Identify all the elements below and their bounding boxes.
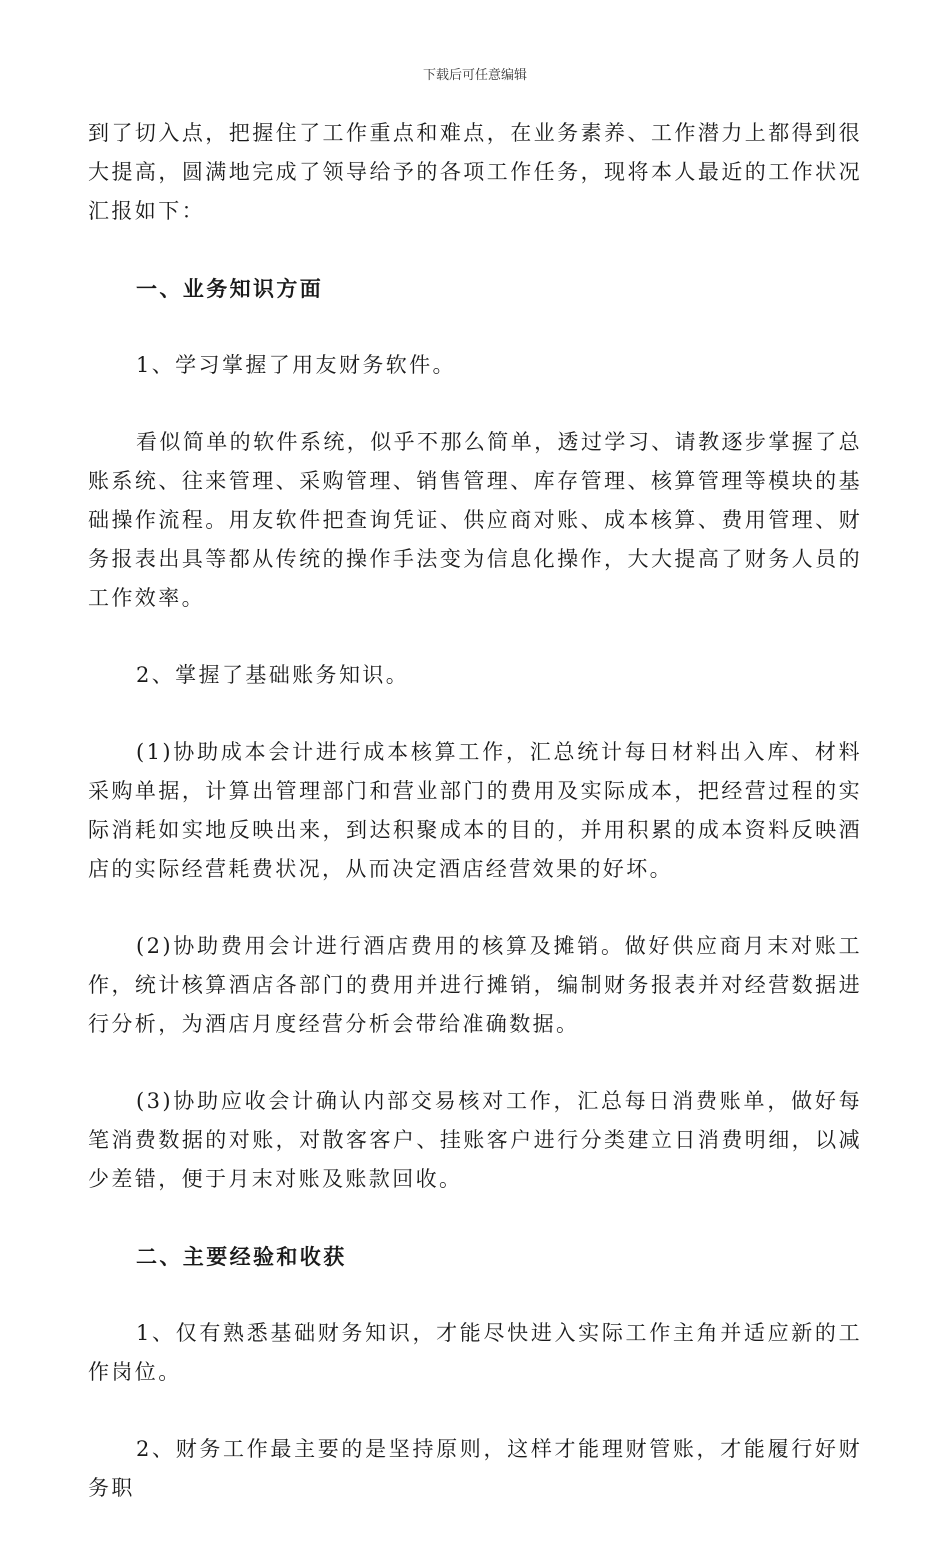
paragraph-experience-2: 2、财务工作最主要的是坚持原则，这样才能理财管账，才能履行好财务职 [88, 1437, 862, 1500]
section-heading-experience: 二、主要经验和收获 [136, 1244, 347, 1269]
document-body [88, 114, 862, 1546]
paragraph-receivables: (3)协助应收会计确认内部交易核对工作，汇总每日消费账单，做好每笔消费数据的对账，对散客客户、挂账客户进行分类建立日消费明细，以减少差错，便于月末对账及账款回收。 [88, 1089, 862, 1191]
paragraph-expense-accounting: (2)协助费用会计进行酒店费用的核算及摊销。做好供应商月末对账工作，统计核算酒店各部门的费用并进行摊销，编制财务报表并对经营数据进行分析，为酒店月度经营分析会带给准确数据。 [88, 934, 862, 1036]
page-header-note: 下载后可任意编辑 [422, 68, 527, 83]
paragraph-experience-1: 1、仅有熟悉基础财务知识，才能尽快进入实际工作主角并适应新的工作岗位。 [88, 1321, 862, 1384]
section-heading-business-knowledge: 一、业务知识方面 [136, 276, 324, 301]
paragraph-software: 看似简单的软件系统，似乎不那么简单，透过学习、请教逐步掌握了总账系统、往来管理、采购管理、销售管理、库存管理、核算管理等模块的基础操作流程。用友软件把查询凭证、供应商对账、成本核算、费用管理、财务报表出具等都从传统的操作手法变为信息化操作，大大提高了财务人员的工作效率。 [88, 430, 862, 610]
item-title-accounting: 2、掌握了基础账务知识。 [136, 663, 410, 687]
item-title-software: 1、学习掌握了用友财务软件。 [136, 353, 456, 377]
paragraph-cost-accounting: (1)协助成本会计进行成本核算工作，汇总统计每日材料出入库、材料采购单据，计算出管理部门和营业部门的费用及实际成本，把经营过程的实际消耗如实地反映出来，到达积聚成本的目的，并用积累的成本资料反映酒店的实际经营耗费状况，从而决定酒店经营效果的好坏。 [88, 740, 862, 881]
intro-paragraph: 到了切入点，把握住了工作重点和难点，在业务素养、工作潜力上都得到很大提高，圆满地完成了领导给予的各项工作任务，现将本人最近的工作状况汇报如下： [88, 121, 862, 223]
